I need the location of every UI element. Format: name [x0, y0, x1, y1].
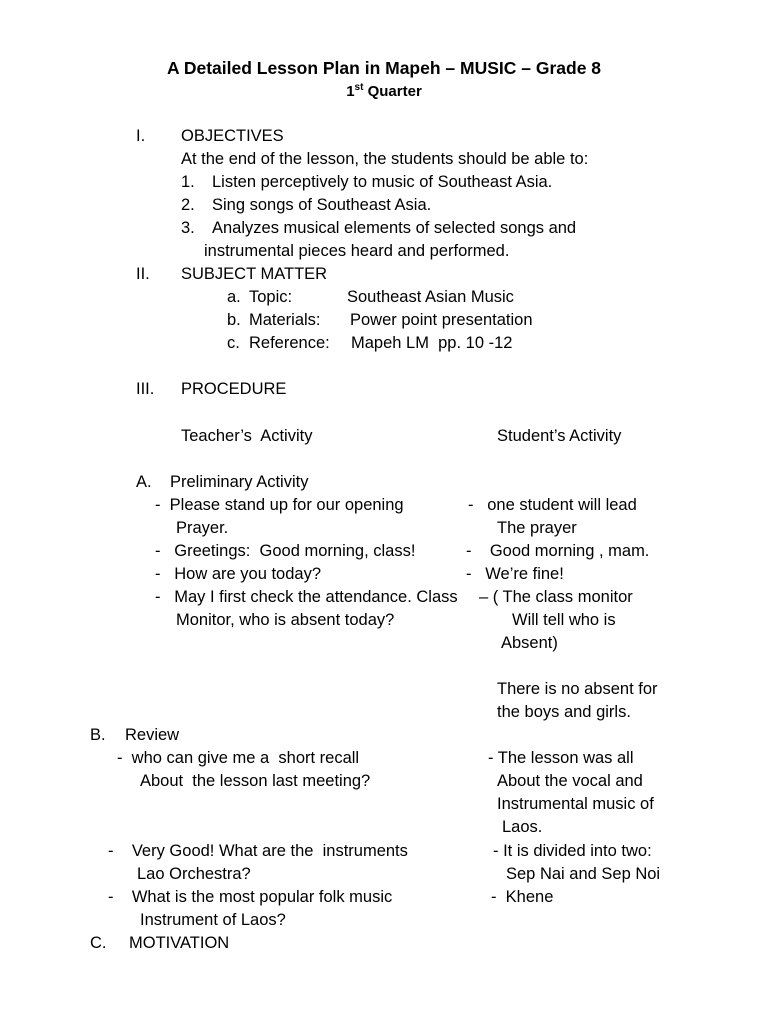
quarter-subtitle — [0, 80, 768, 103]
review-heading: Review — [125, 726, 180, 744]
objective-text-3-continued: instrumental pieces heard and performed. — [204, 242, 510, 260]
objective-number-2: 2. — [181, 196, 195, 214]
objective-number-3: 3. — [181, 219, 195, 237]
preliminary-teacher-line: - How are you today? — [155, 565, 321, 583]
subject-item-label-materials: Materials: — [249, 311, 321, 329]
preliminary-teacher-line: - May I first check the attendance. Class — [155, 588, 458, 606]
page-title: A Detailed Lesson Plan in Mapeh – MUSIC – Grade 8 — [166, 58, 602, 78]
review-student-line: - The lesson was all — [488, 749, 634, 767]
preliminary-student-line: - Good morning , mam. — [466, 542, 650, 560]
preliminary-teacher-line: Monitor, who is absent today? — [176, 611, 395, 629]
review-teacher-line: - Very Good! What are the instruments — [108, 842, 408, 860]
review-teacher-line: - who can give me a short recall — [117, 749, 360, 767]
objectives-heading: OBJECTIVES — [181, 127, 284, 145]
preliminary-heading: Preliminary Activity — [170, 473, 309, 491]
review-student-line: Instrumental music of — [497, 795, 654, 813]
procedure-heading: PROCEDURE — [181, 380, 287, 398]
preliminary-student-line: Absent) — [501, 634, 558, 652]
review-student-line: Sep Nai and Sep Noi — [506, 865, 661, 883]
subject-item-value-reference: Mapeh LM pp. 10 -12 — [351, 334, 513, 352]
subject-item-letter-c: c. — [227, 334, 240, 352]
motivation-heading: MOTIVATION — [129, 934, 230, 952]
subject-item-value-topic: Southeast Asian Music — [347, 288, 514, 306]
preliminary-student-line: – ( The class monitor — [479, 588, 633, 606]
review-student-line: - Khene — [491, 888, 554, 906]
subject-matter-numeral: II. — [136, 265, 150, 283]
preliminary-teacher-line: - Greetings: Good morning, class! — [155, 542, 416, 560]
subject-item-letter-b: b. — [227, 311, 241, 329]
review-teacher-line: Instrument of Laos? — [140, 911, 286, 929]
subject-item-label-topic: Topic: — [249, 288, 293, 306]
student-activity-column-header: Student’s Activity — [497, 427, 622, 445]
preliminary-letter: A. — [136, 473, 152, 491]
quarter-ordinal-number: 1 — [346, 83, 355, 100]
objectives-numeral: I. — [136, 127, 146, 145]
subject-item-value-materials: Power point presentation — [350, 311, 533, 329]
subject-item-letter-a: a. — [227, 288, 241, 306]
review-student-line: About the vocal and — [497, 772, 643, 790]
preliminary-student-line: - one student will lead — [468, 496, 637, 514]
motivation-letter: C. — [90, 934, 107, 952]
subject-item-label-reference: Reference: — [249, 334, 330, 352]
objective-text-3: Analyzes musical elements of selected songs and — [212, 219, 577, 237]
review-student-line: Laos. — [502, 818, 543, 836]
subject-matter-heading: SUBJECT MATTER — [181, 265, 328, 283]
objectives-intro: At the end of the lesson, the students should be able to: — [181, 150, 589, 168]
review-teacher-line: About the lesson last meeting? — [140, 772, 371, 790]
preliminary-teacher-line: Prayer. — [176, 519, 229, 537]
objective-text-1: Listen perceptively to music of Southeast Asia. — [212, 173, 553, 191]
preliminary-student-line: the boys and girls. — [497, 703, 631, 721]
objective-number-1: 1. — [181, 173, 195, 191]
review-teacher-line: Lao Orchestra? — [137, 865, 251, 883]
review-teacher-line: - What is the most popular folk music — [108, 888, 393, 906]
objective-text-2: Sing songs of Southeast Asia. — [212, 196, 432, 214]
procedure-numeral: III. — [136, 380, 155, 398]
preliminary-student-line: There is no absent for — [497, 680, 658, 698]
review-student-line: - It is divided into two: — [493, 842, 652, 860]
quarter-ordinal-suffix: st — [354, 82, 364, 93]
quarter-word: Quarter — [363, 83, 422, 100]
preliminary-student-line: - We’re fine! — [466, 565, 564, 583]
teacher-activity-column-header: Teacher’s Activity — [181, 427, 313, 445]
preliminary-student-line: The prayer — [497, 519, 577, 537]
review-letter: B. — [90, 726, 106, 744]
preliminary-student-line: Will tell who is — [512, 611, 616, 629]
preliminary-teacher-line: - Please stand up for our opening — [155, 496, 404, 514]
